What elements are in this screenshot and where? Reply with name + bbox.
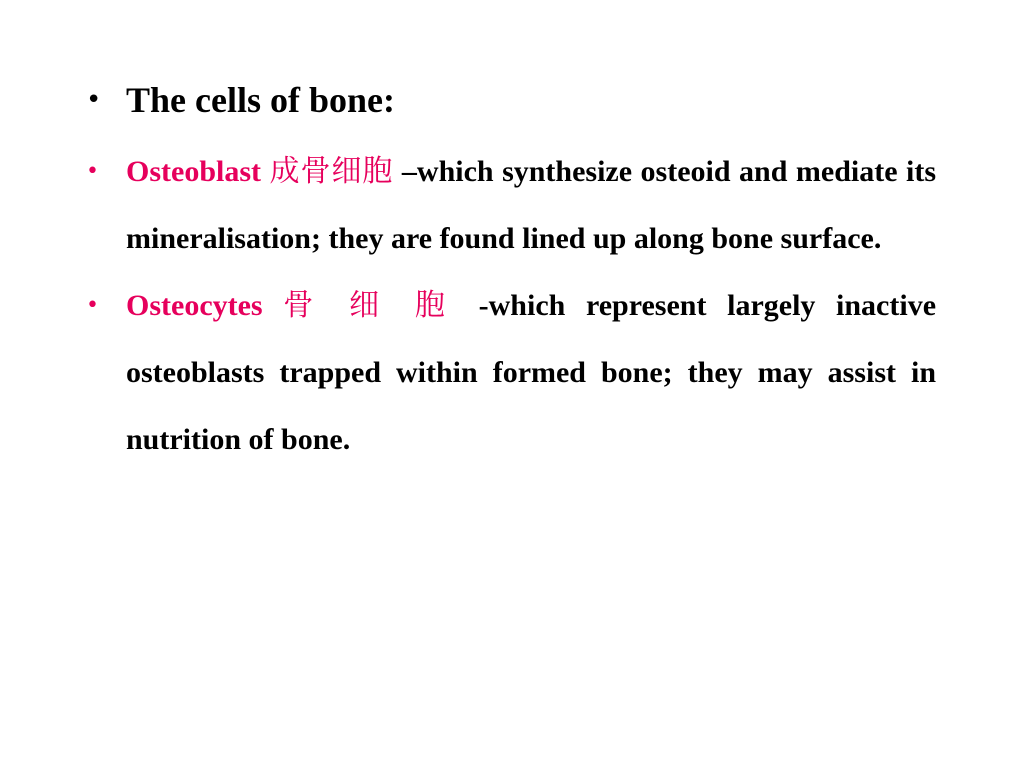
term-osteocytes: Osteocytes — [126, 289, 263, 322]
bullet-icon: • — [86, 159, 99, 184]
heading-text: The cells of bone: — [126, 80, 395, 120]
bullet-list — [86, 72, 936, 473]
bullet-icon: • — [86, 293, 99, 318]
term-osteoblast-chinese: 成骨细胞 — [269, 154, 394, 189]
osteocytes-description: -which represent largely inactive osteoblasts trapped within formed bone; they may assist in nutrition of bone. — [126, 289, 937, 456]
osteoblast-description: –which synthesize osteoid and mediate its mineralisation; they are found lined up along bone surface. — [126, 155, 936, 255]
term-osteocytes-chinese: 骨 细 胞 — [283, 288, 458, 323]
bullet-item-heading — [86, 72, 936, 128]
bullet-item-osteoblast — [86, 138, 936, 272]
bullet-item-osteocytes — [86, 272, 936, 473]
bullet-icon: • — [86, 85, 102, 115]
term-osteoblast: Osteoblast — [126, 155, 261, 188]
